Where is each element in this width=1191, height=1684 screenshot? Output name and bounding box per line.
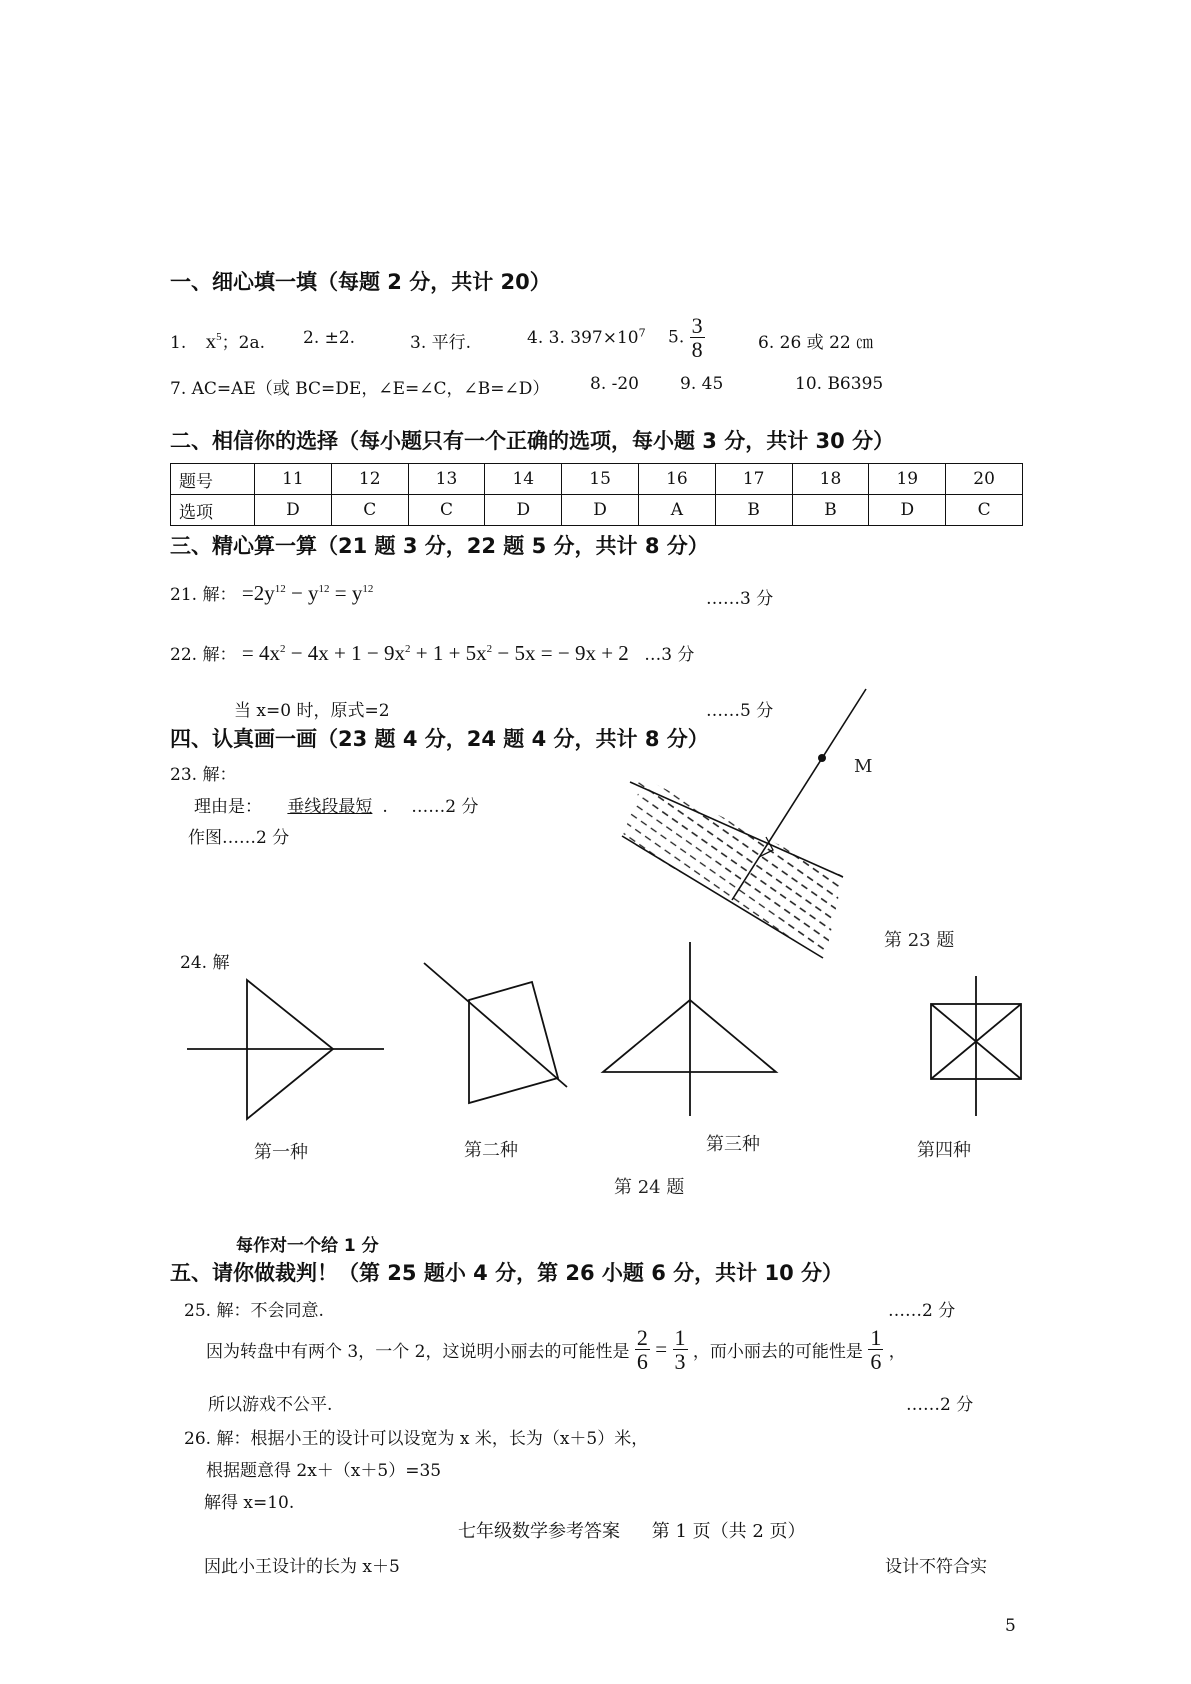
table-header-label: 题号: [171, 464, 255, 495]
q25-fraction-2: $\frac{1}{3}$: [674, 1325, 686, 1375]
q1-answer: $x^5$: [205, 329, 222, 353]
page-number: 5: [1005, 1616, 1016, 1636]
q3-answer: 3. 平行.: [410, 333, 472, 353]
q23-label: 23. 解：: [170, 765, 237, 785]
q1-answer-rest: ；2a.: [221, 333, 265, 353]
q25-line1: 25. 解：不会同意.: [184, 1301, 324, 1321]
q2-answer: 2. ±2.: [303, 328, 356, 348]
section5-title: 五、请你做裁判！（第 25 题小 4 分，第 26 小题 6 分，共计 10 分）: [170, 1261, 844, 1285]
q24-note: 每作对一个给 1 分: [236, 1236, 379, 1256]
table-cell: 14: [485, 464, 562, 495]
q24-shape-1: [187, 980, 384, 1119]
table-cell: B: [715, 495, 792, 526]
point-m: [818, 754, 826, 762]
q25-fraction-1: $\frac{2}{6}$: [636, 1325, 648, 1375]
q23-figure: [622, 689, 866, 958]
q25-score-1: ……2 分: [888, 1301, 956, 1321]
footer-page: 第 1 页（共 2 页）: [651, 1521, 806, 1542]
q26-line3: 解得 x=10.: [204, 1493, 295, 1513]
table-cell: C: [946, 495, 1023, 526]
table-cell: B: [792, 495, 869, 526]
q22-solution: 22. 解： = $4x^2 - 4x + 1 - 9x^2 + 1 + 5x^2 - 5x$ = − 9x + 2 …3 分: [170, 641, 695, 665]
table-answer-label: 选项: [171, 495, 255, 526]
q21-expression: $=2y^{12} - y^{12} = y^{12}$: [241, 581, 374, 605]
table-cell: C: [331, 495, 408, 526]
table-cell: D: [562, 495, 639, 526]
table-cell: 15: [562, 464, 639, 495]
q23-reason: 理由是： 垂线段最短 . ……2 分: [194, 797, 479, 817]
table-cell: 17: [715, 464, 792, 495]
q25-score-2: ……2 分: [906, 1395, 974, 1415]
q23-caption: 第 23 题: [884, 930, 955, 951]
table-cell: 16: [638, 464, 715, 495]
table-cell: 19: [869, 464, 946, 495]
table-cell: D: [255, 495, 332, 526]
q24-label: 24. 解: [180, 953, 230, 973]
q23-draw-score: 作图……2 分: [188, 828, 290, 848]
page-footer: [446, 1515, 818, 1549]
table-cell: D: [869, 495, 946, 526]
q26-line2: 根据题意得 2x＋（x＋5）=35: [206, 1461, 442, 1481]
q24-shape-3: [603, 942, 776, 1116]
section3-title: 三、精心算一算（21 题 3 分，22 题 5 分，共计 8 分）: [170, 534, 709, 558]
q24-caption: 第 24 题: [614, 1177, 685, 1198]
table-cell: 11: [255, 464, 332, 495]
table-cell: C: [408, 495, 485, 526]
q24-label-1: 第一种: [254, 1142, 308, 1163]
q1-number: 1.: [170, 333, 187, 353]
table-cell: D: [485, 495, 562, 526]
q26-line4-right: 设计不符合实: [885, 1557, 987, 1577]
table-cell: 13: [408, 464, 485, 495]
q23-reason-answer: 垂线段最短: [287, 797, 373, 817]
q24-label-3: 第三种: [706, 1134, 760, 1155]
q24-shape-2: [424, 963, 567, 1103]
q22-line2: 当 x=0 时，原式=2: [234, 701, 390, 721]
q10-answer: 10. B6395: [795, 374, 884, 394]
table-cell: 12: [331, 464, 408, 495]
q26-line4-left: 因此小王设计的长为 x＋5: [204, 1557, 400, 1577]
q24-shape-4: [931, 976, 1021, 1116]
q21-score: ……3 分: [706, 589, 774, 609]
q6-answer: 6. 26 或 22 ㎝: [758, 333, 874, 353]
footer-title: 七年级数学参考答案: [458, 1521, 620, 1542]
table-cell: 20: [946, 464, 1023, 495]
q8-answer: 8. -20: [590, 374, 639, 394]
table-cell: 18: [792, 464, 869, 495]
q26-line1: 26. 解：根据小王的设计可以设宽为 x 米，长为（x＋5）米，: [184, 1429, 649, 1449]
q5-fraction: $\frac{3}{8}$: [691, 313, 703, 363]
q24-label-2: 第二种: [464, 1140, 518, 1161]
q22-score: ……5 分: [706, 701, 774, 721]
q25-fraction-3: $\frac{1}{6}$: [870, 1325, 882, 1375]
q4-answer: 4. 3. $397\times 10^7$: [527, 326, 646, 348]
section4-title: 四、认真画一画（23 题 4 分，24 题 4 分，共计 8 分）: [170, 727, 709, 751]
q7-answer: 7. AC=AE（或 BC=DE，∠E=∠C，∠B=∠D）: [170, 379, 550, 399]
table-cell: A: [638, 495, 715, 526]
q24-label-4: 第四种: [917, 1140, 971, 1161]
river-fill: [622, 788, 843, 958]
q25-line3: 所以游戏不公平.: [208, 1395, 333, 1415]
section1-title: 一、细心填一填（每题 2 分，共计 20）: [170, 270, 551, 294]
q25-line2: 因为转盘中有两个 3，一个 2，这说明小丽去的可能性是 $\frac{2}{6}$ = $\frac{1}{3}$ ，而小丽去的可能性是 $\frac{1}{6}$ ，: [206, 1325, 906, 1375]
q24-figures: [187, 942, 1021, 1119]
q22-expression: = $4x^2 - 4x + 1 - 9x^2 + 1 + 5x^2 - 5x$ = − 9x + 2: [241, 641, 629, 665]
q21-solution: 21. 解： $=2y^{12} - y^{12} = y^{12}$: [170, 581, 374, 605]
q23-point-label: M: [854, 756, 873, 777]
q5-answer: 5. $\frac{3}{8}$: [668, 313, 703, 363]
q9-answer: 9. 45: [680, 374, 724, 394]
section2-title: 二、相信你的选择（每小题只有一个正确的选项，每小题 3 分，共计 30 分）: [170, 429, 895, 453]
